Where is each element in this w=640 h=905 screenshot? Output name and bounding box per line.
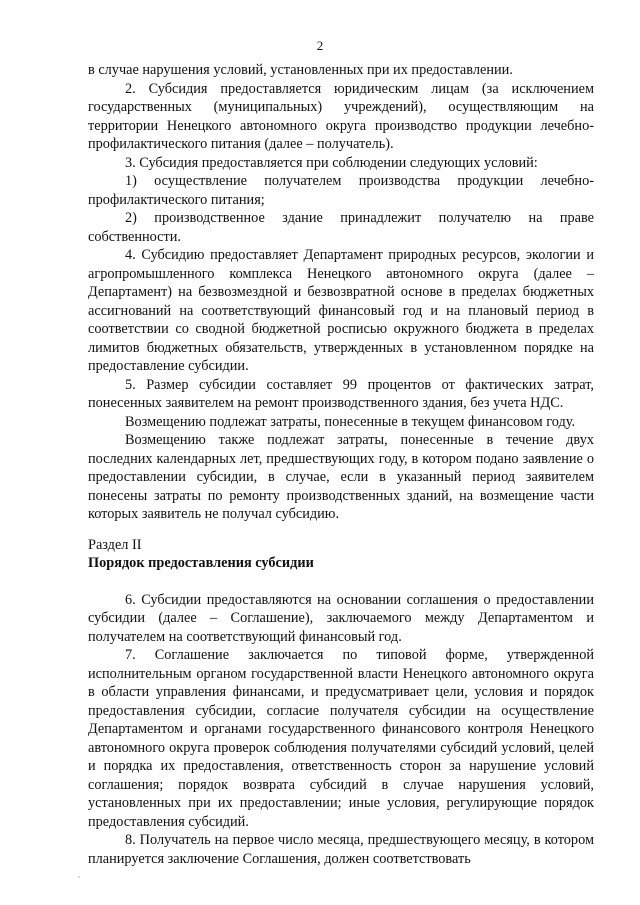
paragraph: 2) производственное здание принадлежит получателю на праве собственности.	[88, 210, 594, 245]
paragraph: 7. Соглашение заключается по типовой форме, утвержденной исполнительным органом государственной власти Ненецкого автономного округа в области управления финансами, и предусматривает цели, условия и порядок предоставления субсидии, согласие получателя субсидии на осуществление Департаментом и органами государственного финансового контроля Ненецкого автономного округа проверок соблюдения получателями субсидий условий, целей и порядка их предоставления, ответственность сторон за нарушение условий соглашения; порядок возврата субсидий в случае нарушения условий, установленных при их предоставлении; иные условия, регулирующие порядок предоставления субсидий.	[88, 647, 594, 830]
paragraph: в случае нарушения условий, установленных при их предоставлении.	[88, 62, 513, 78]
page-number: 2	[316, 38, 324, 53]
paragraphs-top	[88, 61, 594, 524]
paragraph: 2. Субсидия предоставляется юридическим лицам (за исключением государственных (муниципальных) учреждений), осуществляющим на территории Ненецкого автономного округа производство продукции лечебно-профилактического питания (далее – получатель).	[88, 80, 594, 152]
paragraph: 5. Размер субсидии составляет 99 процентов от фактических затрат, понесенных заявителем на ремонт производственного здания, без учета НДС.	[88, 376, 594, 411]
paragraph: 6. Субсидии предоставляются на основании соглашения о предоставлении субсидии (далее – Соглашение), заключаемого между Департаментом и получателем на соответствующий финансовый год.	[88, 591, 594, 645]
section-heading	[88, 536, 594, 573]
scan-speck	[78, 876, 80, 878]
document-body	[88, 61, 594, 868]
section-number: Раздел II	[88, 536, 142, 553]
paragraph: Возмещению также подлежат затраты, понесенные в течение двух последних календарных лет, предшествующих году, в котором подано заявление о предоставлении субсидии, в случае, если в указанный период заявителем понесены затраты по ремонту производственных зданий, на возмещение части которых заявитель не получал субсидию.	[88, 432, 594, 522]
paragraph: 4. Субсидию предоставляет Департамент природных ресурсов, экологии и агропромышленного комплекса Ненецкого автономного округа (далее – Департамент) на безвозмездной и безвозвратной основе в пределах бюджетных ассигнований на соответствующий финансовый год и на плановый период в соответствии со сводной бюджетной росписью окружного бюджета в пределах лимитов бюджетных обязательств, утвержденных в установленном порядке на предоставление субсидии.	[88, 247, 594, 374]
paragraphs-bottom	[88, 591, 594, 869]
section-title: Порядок предоставления субсидии	[88, 555, 314, 571]
paragraph: 1) осуществление получателем производства продукции лечебно-профилактического питания;	[88, 173, 594, 208]
paragraph: 3. Субсидия предоставляется при соблюдении следующих условий:	[125, 154, 538, 171]
paragraph: Возмещению подлежат затраты, понесенные в текущем финансовом году.	[125, 413, 576, 430]
paragraph: 8. Получатель на первое число месяца, предшествующего месяцу, в котором планируется заключение Соглашения, должен соответствовать	[88, 832, 594, 867]
